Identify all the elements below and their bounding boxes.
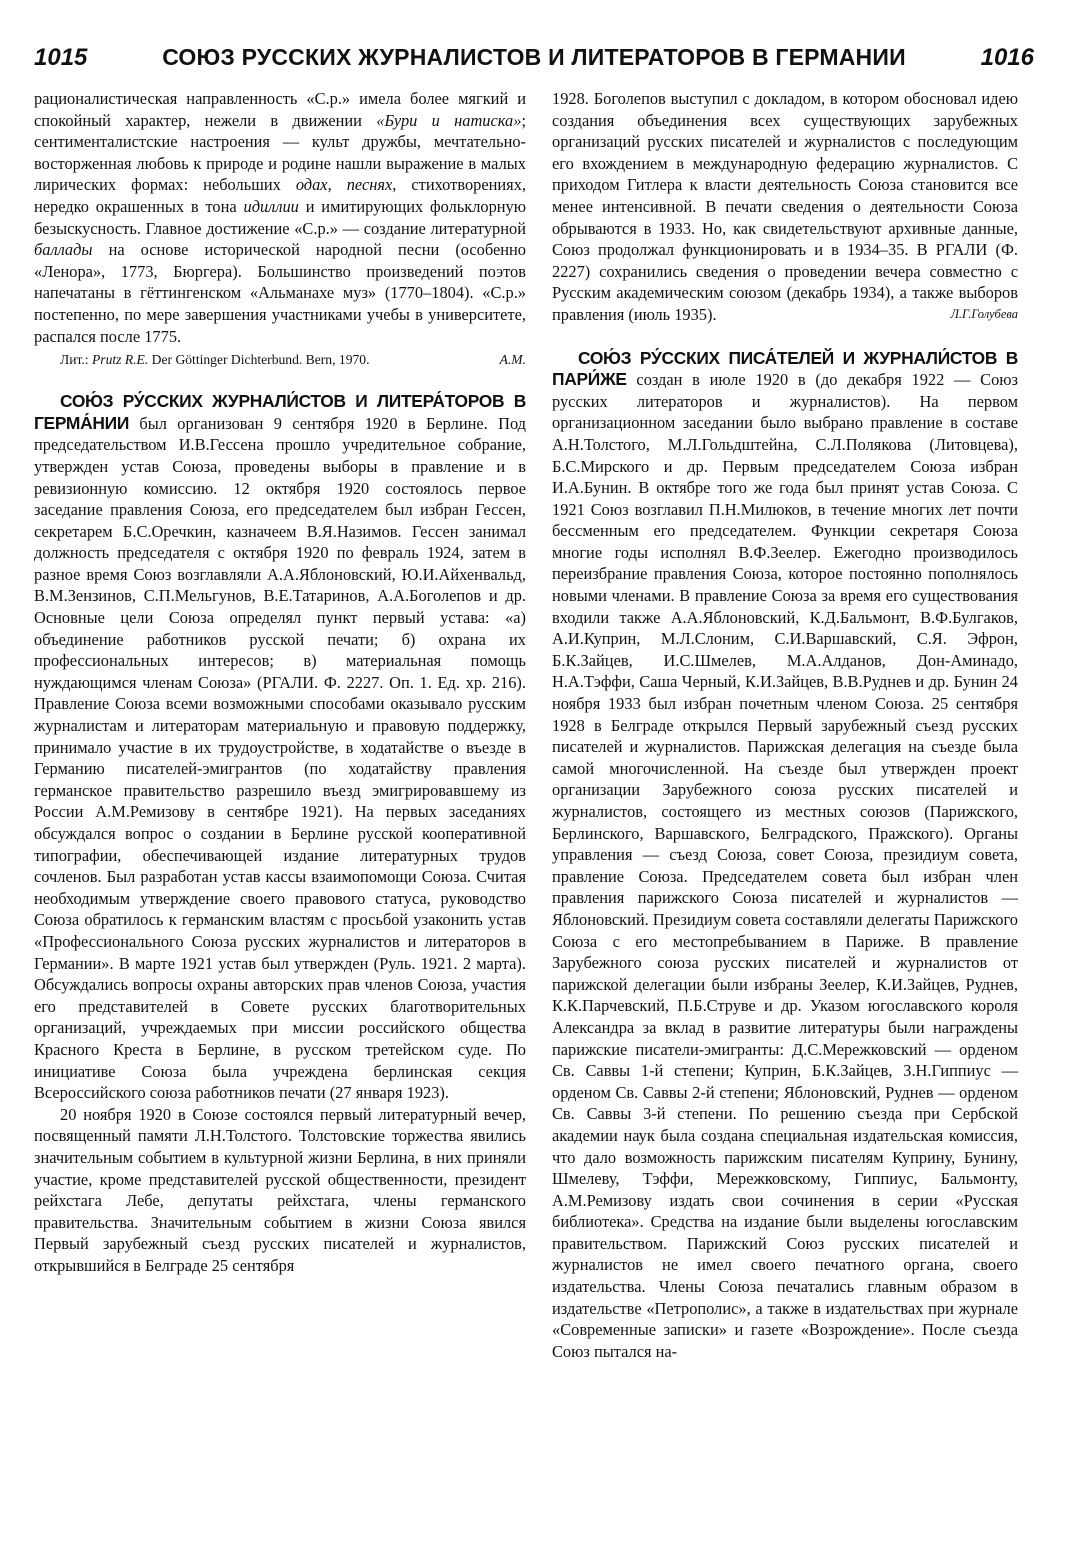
entry-headword: СОЮ́З РУ́ССКИХ ПИСА́ТЕЛЕЙ И ЖУРНАЛИ́СТОВ В ПАРИ́ЖЕ xyxy=(552,347,1018,390)
page-header xyxy=(34,44,1034,84)
entry-headword: СОЮ́З РУ́ССКИХ ЖУРНАЛИ́СТОВ И ЛИТЕРА́ТОРОВ В ГЕРМА́НИИ xyxy=(34,391,526,433)
literature-reference: Лит.: Prutz R.E. Der Göttinger Dichterbund. Bern, 1970. А.М. xyxy=(60,352,526,368)
intro-paragraph: рационалистическая направленность «С.р.» имела более мягкий и спокойный характер, нежели в движении «Бури и натиска»; сентименталистские настроения — культ дружбы, мечтательно-восторженная любовь к природе и родине нашли выражение в малых лирических формах: небольших одах, песнях, стихотворениях, нередко окрашенных в тона идиллии и имитирующих фольклорную безыскусность. Главное достижение «С.р.» — создание литературной баллады на основе исторической народной песни (особенно «Ленора», 1773, Бюргера). Большинство произведений поэтов напечатаны в гёттингенском «Альманахе муз» (1770–1804). «С.р.» постепенно, по мере завершения участниками учебы в университете, распался после 1775. xyxy=(34,89,526,346)
page-number-left: 1015 xyxy=(34,44,88,71)
entry-text: создан в июле 1920 в (до декабря 1922 — Союз русских литераторов и журналистов). На первом организационном заседании было выбрано правление в составе А.Н.Толстого, М.Л.Гольдштейна, С.Л.Полякова (Литовцева), Б.С.Мирского и др. Первым председателем Союза избран И.А.Бунин. В октябре того же года был принят устав Союза. С 1921 Союз возглавил П.Н.Милюков, в течение многих лет почти бессменным его председателем. Функции секретаря Союза многие годы исполнял В.Ф.Зеелер. Ежегодно производилось переизбрание правления Союза, которое постоянно пополнялось новыми членами. В правление Союза за время его существования входили также А.А.Яблоновский, К.Д.Бальмонт, В.Ф.Булгаков, А.И.Куприн, М.Л.Слоним, С.И.Варшавский, С.Я. Эфрон, Б.К.Зайцев, И.С.Шмелев, М.А.Алданов, Дон-Аминадо, Н.А.Тэффи, Саша Черный, К.И.Зайцев, В.В.Руднев и др. Бунин 24 ноября 1933 был избран почетным членом Союза. 25 сентября 1928 в Белграде открылся Первый зарубежный съезд русских писателей и журналистов. Парижская делегация на съезде была самой многочисленной. На съезде был утвержден проект организации Зарубежного союза русских писателей и журналистов, состоящего из местных союзов (Парижского, Берлинского, Варшавского, Белградского, Пражского). Органы управления — съезд Союза, совет Союза, президиум совета, правление Союза. Председателем совета был избран член правления парижского Союза писателей и журналистов — Яблоновский. Президиум совета составляли делегаты Парижского Союза с его местопребыванием в Париже. В правление Зарубежного союза русских писателей и журналистов от парижской делегации были избраны Зеелер, К.И.Зайцев, Руднев, К.К.Парчевский, П.Б.Струве и др. Указом югославского короля Александра за вклад в развитие литературы были награждены парижские писатели-эмигранты: Д.С.Мережковский — орденом Св. Саввы 1-й степени; Куприн, Б.К.Зайцев, З.Н.Гиппиус — орденом Св. Саввы 2-й степени; Яблоновский, Руднев — орденом Св. Саввы 3-й степени. По решению съезда при Сербской академии наук была создана специальная издательская комиссия, что дало возможность парижским писателям Куприну, Бунину, Шмелеву, Тэффи, Мережковскому, Гиппиус, Бальмонту, А.М.Ремизову издать свои сочинения в серии «Русская библиотека». Средства на издание были выделены югославским правительством. Парижский Союз русских писателей и журналистов не имел своего печатного органа, своего издательства. Члены Союза печатались главным образом в издательстве «Петрополис», а также в издательствах при журнале «Современные записки» и газете «Возрождение». После съезда Союз пытался на- xyxy=(552,370,1018,1361)
entry-germany xyxy=(34,391,526,1104)
author-signature: Л.Г.Голубева xyxy=(950,306,1018,321)
page-number-right: 1016 xyxy=(980,44,1034,71)
entry-paragraph: 20 ноября 1920 в Союзе состоялся первый литературный вечер, посвященный памяти Л.Н.Толстого. Толстовские торжества явились значительным событием в культурной жизни Берлина, в них приняли участие, кроме представителей русской общественности, президент рейхстага Лебе, депутаты рейхстага, члены германского правительства. Значительным событием в жизни Союза явился Первый зарубежный съезд русских писателей и журналистов, открывшийся в Белграде 25 сентября xyxy=(34,1104,526,1275)
left-column xyxy=(34,88,526,1276)
author-signature: А.М. xyxy=(499,352,526,368)
right-column xyxy=(552,88,1018,1362)
entry-continuation: 1928. Боголепов выступил с докладом, в котором обосновал идею создания объединения всех существующих зарубежных организаций русских писателей и журналистов с последующим его вхождением в международную федерацию журналистов. С приходом Гитлера к власти деятельность Союза становится все менее интенсивной. В печати сведения о деятельности Союза обрываются в 1933. Но, как свидетельствуют архивные данные, Союз продолжал функционировать и в 1934–35. В РГАЛИ (Ф. 2227) сохранились сведения о проведении вечера совместно с Русским академическим союзом (декабрь 1934), а также выборов правления (июль 1935). Л.Г.Голубева xyxy=(552,89,1018,324)
entry-paris xyxy=(552,348,1018,1363)
entry-text: был организован 9 сентября 1920 в Берлине. Под председательством И.В.Гессена прошло учредительное собрание, утвержден устав Союза, проведены выборы в правление и в ревизионную комиссию. 12 октября 1920 состоялось первое заседание правления Союза, его председателем был избран Гессен, секретарем Б.С.Оречкин, казначеем В.Я.Назимов. Гессен занимал должность председателя с октября 1920 по февраль 1924, затем в разное время Союз возглавляли А.А.Яблоновский, Ю.И.Айхенвальд, В.М.Зензинов, С.П.Мельгунов, В.Е.Татаринов, А.А.Боголепов и др. Основные цели Союза определял пункт первый устава: «а) объединение работников русской печати; б) охрана их профессиональных интересов; в) материальная помощь нуждающимся членам Союза» (РГАЛИ. Ф. 2227. Оп. 1. Ед. хр. 216). Правление Союза всеми возможными способами оказывало русским журналистам и литераторам материальную и правовую поддержку, принимало участие в их трудоустройстве, в ходатайстве о въезде в Германию писателей-эмигрантов (по ходатайству правления германское правительство разрешило въезд эмигрировавшему из России А.М.Ремизову в сентябре 1921). На первых заседаниях обсуждался вопрос о создании в Берлине русской кооперативной типографии, обеспечивающей издание литературных трудов сочленов. Был разработан устав кассы взаимопомощи Союза. Считая необходимым утверждение своего правового статуса, руководство Союза обратилось к германским властям с просьбой узаконить устав «Профессионального Союза русских журналистов и литераторов в Германии». В марте 1921 устав был утвержден (Руль. 1921. 2 марта). Обсуждались вопросы охраны авторских прав членов Союза, участия его представителей в Совете русских благотворительных организаций, учреждаемых при миссии российского общества Красного Креста в Берлине, в русском третейском суде. По инициативе Союза была учреждена берлинская секция Всероссийского союза работников печати (27 января 1923). xyxy=(34,413,526,1103)
running-title: СОЮЗ РУССКИХ ЖУРНАЛИСТОВ И ЛИТЕРАТОРОВ В ГЕРМАНИИ xyxy=(162,44,906,70)
